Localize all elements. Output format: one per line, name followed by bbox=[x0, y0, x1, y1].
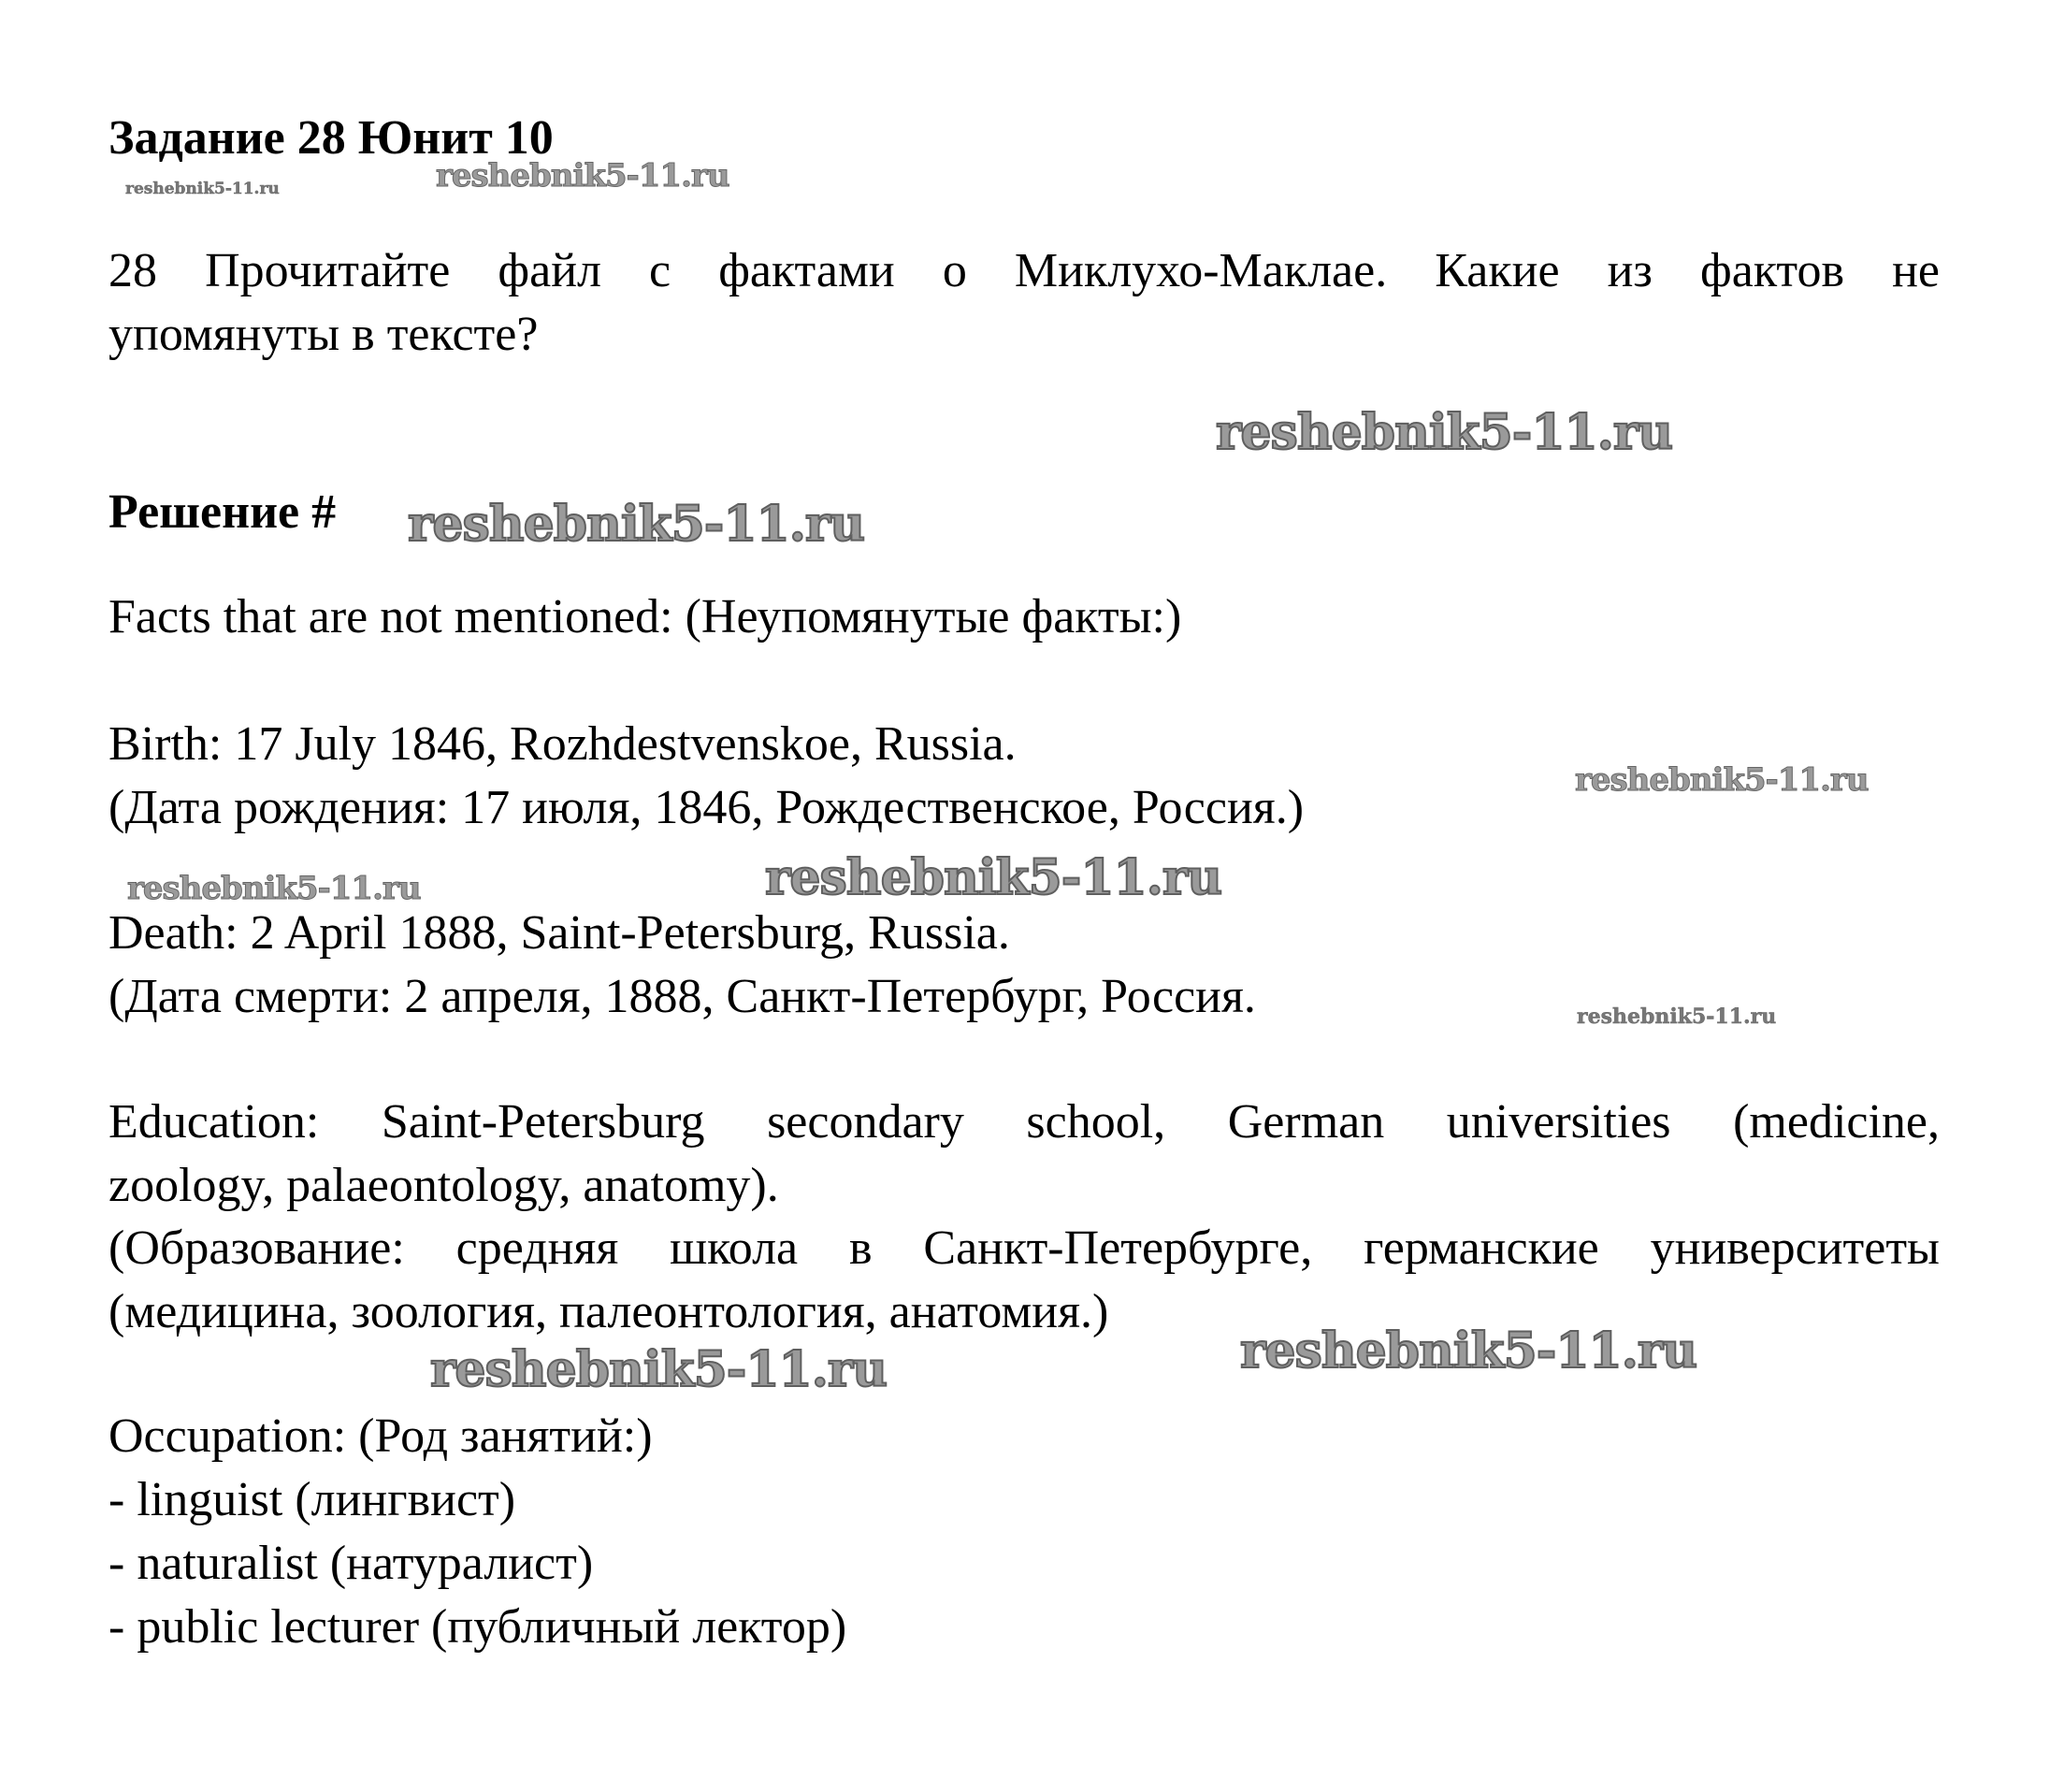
death-fact-ru: (Дата смерти: 2 апреля, 1888, Санкт-Петербург, Россия. bbox=[108, 970, 1256, 1023]
education-fact-en-line-1: Education: Saint-Petersburg secondary school, German universities (medicine, bbox=[108, 1095, 1940, 1149]
watermark: reshebnik5-11.ru bbox=[127, 870, 421, 907]
occupation-item: - naturalist (натуралист) bbox=[108, 1537, 594, 1590]
task-text-line-2: упомянуты в тексте? bbox=[108, 308, 539, 361]
watermark: reshebnik5-11.ru bbox=[125, 180, 280, 198]
page-title: Задание 28 Юнит 10 bbox=[108, 111, 554, 165]
watermark: reshebnik5-11.ru bbox=[1577, 1004, 1777, 1029]
watermark: reshebnik5-11.ru bbox=[1240, 1322, 1697, 1380]
death-fact-en: Death: 2 April 1888, Saint-Petersburg, Russia. bbox=[108, 906, 1010, 960]
education-fact-ru-line-1: (Образование: средняя школа в Санкт-Петербурге, германские университеты bbox=[108, 1221, 1940, 1275]
birth-fact-en: Birth: 17 July 1846, Rozhdestvenskoe, Russia. bbox=[108, 717, 1017, 771]
watermark: reshebnik5-11.ru bbox=[1216, 404, 1673, 461]
task-text-line-1: 28 Прочитайте файл с фактами о Миклухо-Маклае. Какие из фактов не bbox=[108, 244, 1940, 297]
occupation-heading: Occupation: (Род занятий:) bbox=[108, 1409, 653, 1463]
watermark: reshebnik5-11.ru bbox=[765, 849, 1222, 906]
education-fact-ru-line-2: (медицина, зоология, палеонтология, анатомия.) bbox=[108, 1285, 1109, 1338]
occupation-item: - linguist (лингвист) bbox=[108, 1473, 516, 1526]
occupation-item: - public lecturer (публичный лектор) bbox=[108, 1600, 847, 1654]
education-fact-en-line-2: zoology, palaeontology, anatomy). bbox=[108, 1159, 779, 1212]
watermark: reshebnik5-11.ru bbox=[408, 496, 865, 553]
watermark: reshebnik5-11.ru bbox=[436, 157, 729, 195]
watermark: reshebnik5-11.ru bbox=[1575, 761, 1869, 799]
solution-heading: Решение # bbox=[108, 485, 337, 539]
facts-intro: Facts that are not mentioned: (Неупомянутые факты:) bbox=[108, 590, 1182, 643]
watermark: reshebnik5-11.ru bbox=[430, 1341, 888, 1398]
birth-fact-ru: (Дата рождения: 17 июля, 1846, Рождественское, Россия.) bbox=[108, 781, 1305, 834]
